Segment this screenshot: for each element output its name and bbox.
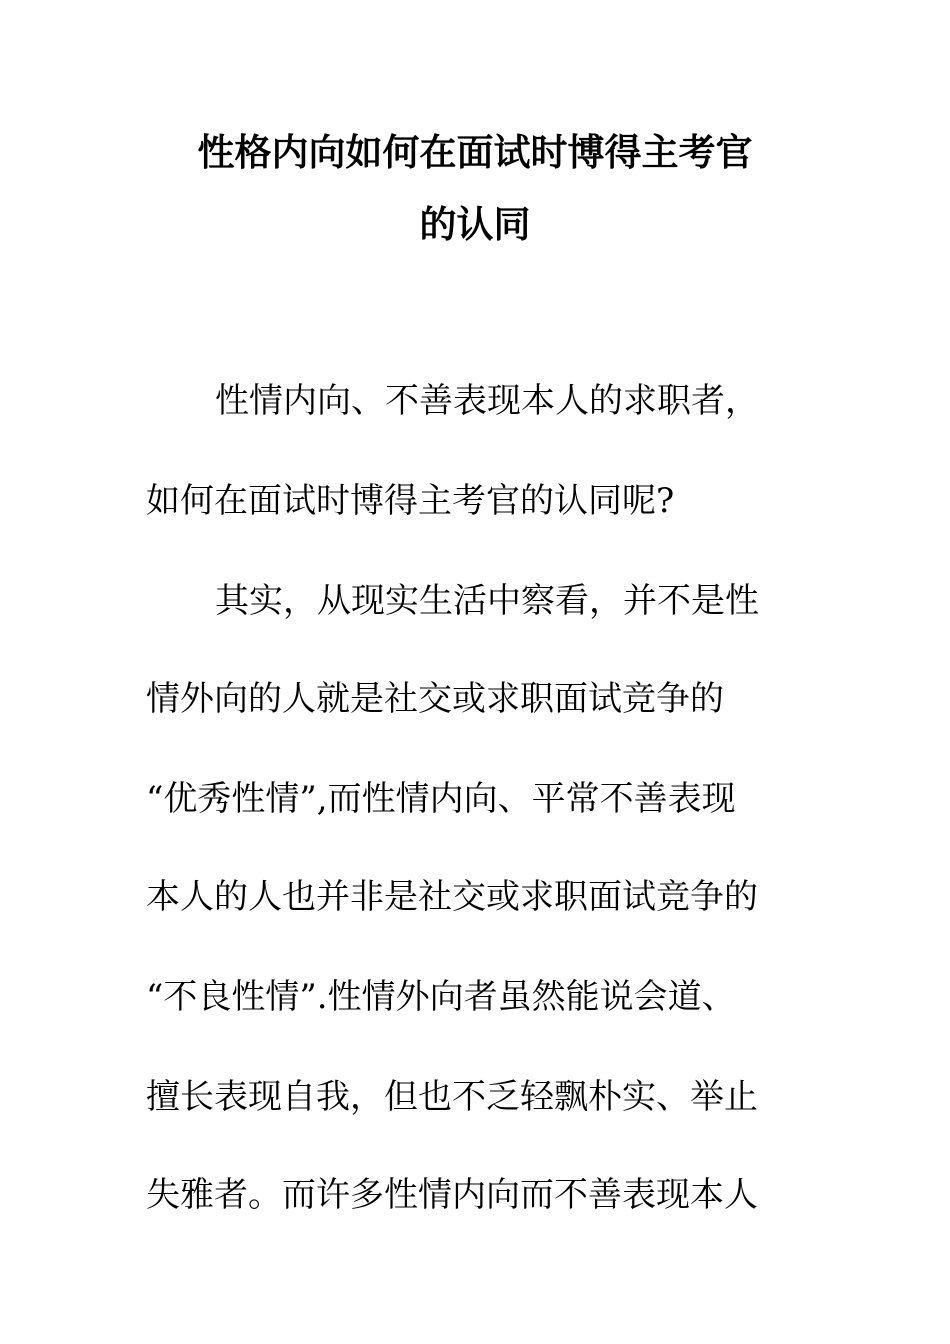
paragraph-2-line-3: “优秀性情”,而性情内向、平常不善表现 bbox=[146, 779, 736, 819]
document-title-line-2: 的认同 bbox=[419, 203, 531, 246]
paragraph-2-line-2: 情外向的人就是社交或求职面试竞争的 bbox=[146, 679, 724, 719]
paragraph-2-line-6: 擅长表现自我，但也不乏轻飘朴实、举止 bbox=[146, 1077, 758, 1117]
paragraph-2-line-7: 失雅者。而许多性情内向而不善表现本人 bbox=[146, 1175, 758, 1215]
document-title-line-1: 性格内向如何在面试时博得主考官 bbox=[197, 131, 753, 174]
paragraph-2-line-5: “不良性情”.性情外向者虽然能说会道、 bbox=[146, 977, 736, 1017]
paragraph-2-line-4: 本人的人也并非是社交或求职面试竞争的 bbox=[146, 877, 758, 917]
paragraph-1-line-1: 性情内向、不善表现本人的求职者， bbox=[215, 381, 759, 421]
paragraph-1-line-2: 如何在面试时博得主考官的认同呢? bbox=[146, 481, 675, 521]
paragraph-2-line-1: 其实，从现实生活中察看，并不是性 bbox=[215, 581, 759, 621]
